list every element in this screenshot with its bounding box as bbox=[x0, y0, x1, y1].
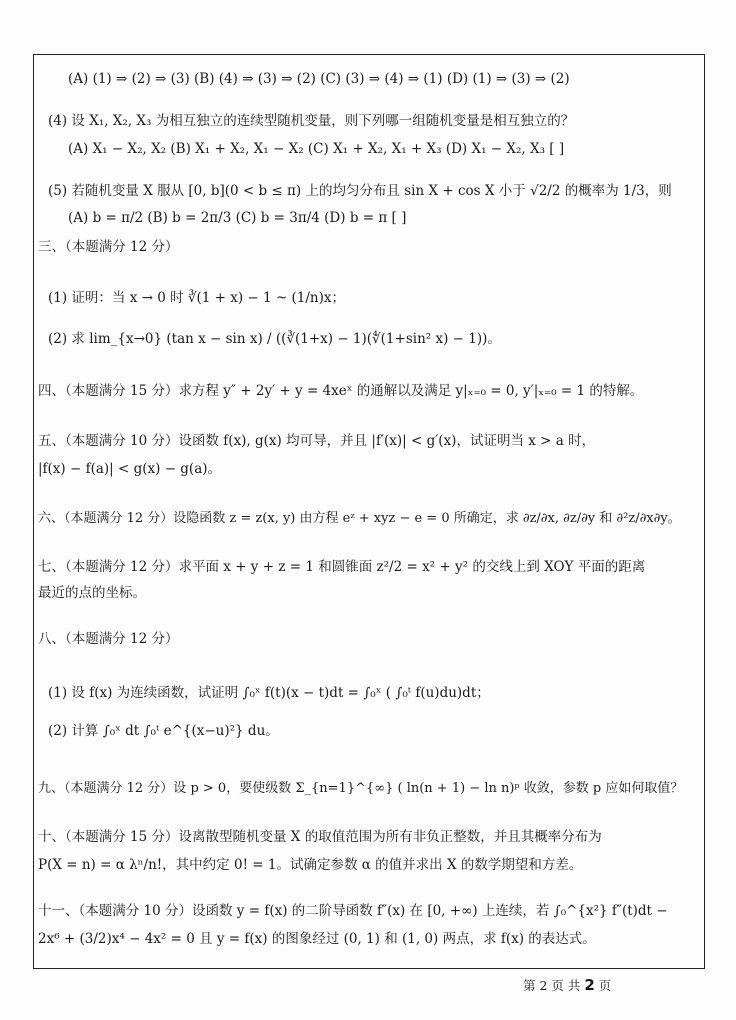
section-5-line-1: 五、（本题满分 10 分）设函数 f(x), g(x) 均可导，并且 |f′(x)| < g′(x)，试证明当 x > a 时， bbox=[38, 433, 596, 449]
q5-stem: (5) 若随机变量 X 服从 [0, b](0 < b ≤ π) 上的均匀分布且 sin X + cos X 小于 √2/2 的概率为 1/3，则 bbox=[48, 183, 672, 199]
section-4: 四、（本题满分 15 分）求方程 y″ + 2y′ + y = 4xeˣ 的通解以及满足 y|ₓ₌₀ = 0, y′|ₓ₌₀ = 1 的特解。 bbox=[38, 383, 644, 399]
section-11-line-1: 十一、（本题满分 10 分）设函数 y = f(x) 的二阶导函数 f″(x) 在 [0, +∞) 上连续，若 ∫₀^{x²} f″(t)dt − bbox=[38, 903, 668, 919]
section-8-title: 八、（本题满分 12 分） bbox=[38, 631, 179, 647]
section-8-part-1: (1) 设 f(x) 为连续函数，试证明 ∫₀ˣ f(t)(x − t)dt = ∫₀ˣ ( ∫₀ᵗ f(u)du)dt； bbox=[48, 685, 490, 701]
footer-total-pages: 2 bbox=[584, 976, 595, 994]
section-3-title: 三、（本题满分 12 分） bbox=[38, 239, 179, 255]
section-9: 九、（本题满分 12 分）设 p > 0，要使级数 Σ_{n=1}^{∞} ( ln(n + 1) − ln n)ᵖ 收敛，参数 p 应如何取值？ bbox=[38, 781, 684, 796]
section-7-line-2: 最近的点的坐标。 bbox=[38, 585, 146, 601]
section-3-part-2: (2) 求 lim_{x→0} (tan x − sin x) / ((∛(1+x) − 1)(∜(1+sin² x) − 1))。 bbox=[48, 331, 501, 347]
q5-options: (A) b = π/2 (B) b = 2π/3 (C) b = 3π/4 (D) b = π [ ] bbox=[68, 210, 407, 226]
section-11-line-2: 2x⁶ + (3/2)x⁴ − 4x² = 0 且 y = f(x) 的图象经过 (0, 1) 和 (1, 0) 两点，求 f(x) 的表达式。 bbox=[38, 931, 596, 947]
footer-suffix: 页 bbox=[598, 978, 612, 993]
section-7-line-1: 七、（本题满分 12 分）求平面 x + y + z = 1 和圆锥面 z²/2 = x² + y² 的交线上到 XOY 平面的距离 bbox=[38, 559, 646, 575]
q3-options: (A) (1) ⇒ (2) ⇒ (3) (B) (4) ⇒ (3) ⇒ (2) (C) (3) ⇒ (4) ⇒ (1) (D) (1) ⇒ (3) ⇒ (2) bbox=[68, 71, 570, 87]
section-3-part-1: (1) 证明：当 x → 0 时 ∛(1 + x) − 1 ~ (1/n)x； bbox=[48, 290, 345, 306]
footer-page-label: 第 2 页 共 bbox=[523, 978, 581, 993]
page-footer bbox=[523, 976, 611, 994]
q4-options: (A) X₁ − X₂, X₂ (B) X₁ + X₂, X₁ − X₂ (C) X₁ + X₂, X₁ + X₃ (D) X₁ − X₂, X₃ [ ] bbox=[68, 141, 565, 157]
section-8-part-2: (2) 计算 ∫₀ˣ dt ∫₀ᵗ e^{(x−u)²} du。 bbox=[48, 723, 279, 739]
section-10-line-2: P(X = n) = α λⁿ/n!，其中约定 0! = 1。试确定参数 α 的值并求出 X 的数学期望和方差。 bbox=[38, 857, 583, 873]
section-10-line-1: 十、（本题满分 15 分）设离散型随机变量 X 的取值范围为所有非负正整数，并且其概率分布为 bbox=[38, 829, 602, 845]
section-5-line-2: |f(x) − f(a)| < g(x) − g(a)。 bbox=[38, 461, 222, 477]
section-6: 六、（本题满分 12 分）设隐函数 z = z(x, y) 由方程 eᶻ + xyz − e = 0 所确定，求 ∂z/∂x, ∂z/∂y 和 ∂²z/∂x∂y。 bbox=[38, 511, 681, 526]
q4-stem: (4) 设 X₁, X₂, X₃ 为相互独立的连续型随机变量，则下列哪一组随机变量是相互独立的？ bbox=[48, 113, 575, 129]
